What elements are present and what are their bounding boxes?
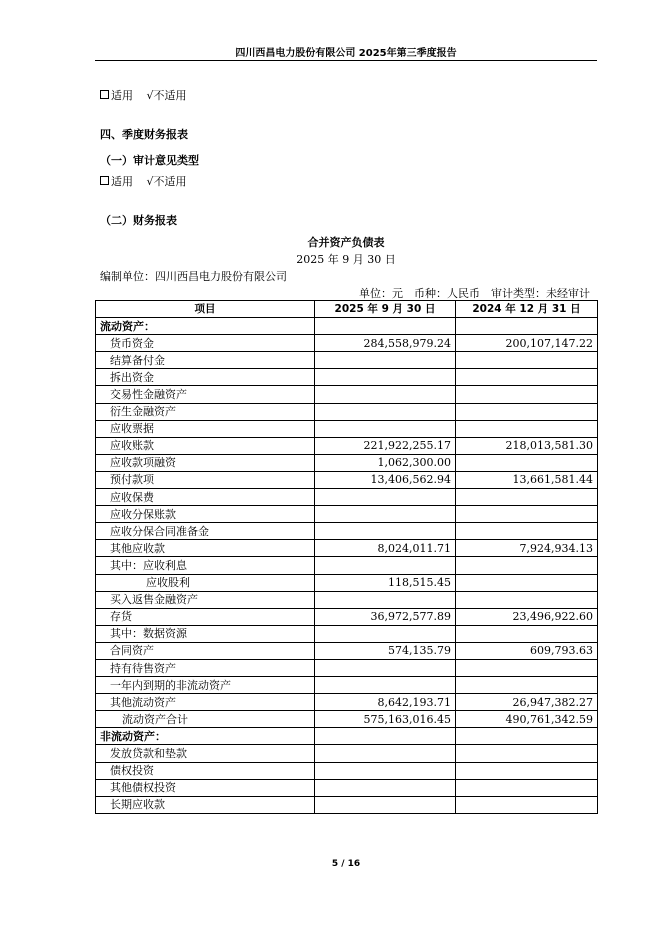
table-row <box>96 608 598 625</box>
table-row <box>96 659 598 676</box>
applicability-line-1 <box>100 87 187 103</box>
value-current: 36,972,577.89 <box>315 608 456 625</box>
row-label: 其中：数据资源 <box>96 625 315 642</box>
table-row <box>96 642 598 659</box>
table-row <box>96 625 598 642</box>
value-current: 221,922,255.17 <box>315 437 456 454</box>
value-prior: 200,107,147.22 <box>456 335 598 352</box>
value-prior: 26,947,382.27 <box>456 694 598 711</box>
value-current <box>315 403 456 420</box>
value-prior <box>456 454 598 471</box>
value-prior <box>456 677 598 694</box>
row-label: 应收分保合同准备金 <box>96 523 315 540</box>
value-current: 8,642,193.71 <box>315 694 456 711</box>
value-prior <box>456 659 598 676</box>
row-label: 流动资产合计 <box>96 711 315 728</box>
row-label: 应收分保账款 <box>96 506 315 523</box>
checkbox-icon <box>100 176 109 185</box>
table-row <box>96 540 598 557</box>
table-row <box>96 489 598 506</box>
row-label: 流动资产： <box>96 318 315 335</box>
column-header-current: 2025 年 9 月 30 日 <box>315 301 456 318</box>
value-current <box>315 659 456 676</box>
value-prior: 23,496,922.60 <box>456 608 598 625</box>
value-current <box>315 762 456 779</box>
row-label: 非流动资产： <box>96 728 315 745</box>
table-row <box>96 471 598 488</box>
value-prior <box>456 369 598 386</box>
table-row <box>96 506 598 523</box>
option-not-applicable: 不适用 <box>153 89 187 102</box>
value-current <box>315 386 456 403</box>
table-row <box>96 454 598 471</box>
table-row <box>96 420 598 437</box>
value-prior <box>456 523 598 540</box>
value-prior <box>456 762 598 779</box>
row-label: 应收票据 <box>96 420 315 437</box>
row-label: 货币资金 <box>96 335 315 352</box>
row-label: 应收保费 <box>96 489 315 506</box>
value-current <box>315 591 456 608</box>
row-label: 买入返售金融资产 <box>96 591 315 608</box>
row-label: 交易性金融资产 <box>96 386 315 403</box>
row-label: 应收款项融资 <box>96 454 315 471</box>
table-row <box>96 762 598 779</box>
table-row <box>96 386 598 403</box>
value-current <box>315 318 456 335</box>
statement-title: 合并资产负债表 <box>307 236 385 249</box>
row-label: 债权投资 <box>96 762 315 779</box>
row-label: 其他应收款 <box>96 540 315 557</box>
value-prior <box>456 728 598 745</box>
value-prior <box>456 386 598 403</box>
value-prior <box>456 591 598 608</box>
check-mark-icon: √ <box>146 89 154 102</box>
page-header: 四川西昌电力股份有限公司 2025年第三季度报告 <box>235 48 457 59</box>
value-current <box>315 352 456 369</box>
row-label: 拆出资金 <box>96 369 315 386</box>
row-label: 其他流动资产 <box>96 694 315 711</box>
value-prior <box>456 489 598 506</box>
audit-opinion-title: （一）审计意见类型 <box>100 154 199 167</box>
value-current <box>315 369 456 386</box>
row-label: 其中：应收利息 <box>96 557 315 574</box>
table-row <box>96 711 598 728</box>
table-row <box>96 591 598 608</box>
row-label: 应收账款 <box>96 437 315 454</box>
header-divider <box>95 60 597 61</box>
table-row <box>96 437 598 454</box>
value-current: 13,406,562.94 <box>315 471 456 488</box>
table-row <box>96 352 598 369</box>
value-prior: 7,924,934.13 <box>456 540 598 557</box>
row-label: 预付款项 <box>96 471 315 488</box>
row-label: 发放贷款和垫款 <box>96 745 315 762</box>
applicability-line-2 <box>100 173 187 189</box>
value-prior: 218,013,581.30 <box>456 437 598 454</box>
option-applicable: 适用 <box>111 89 133 102</box>
value-prior <box>456 557 598 574</box>
table-row <box>96 403 598 420</box>
value-prior <box>456 318 598 335</box>
row-label: 存货 <box>96 608 315 625</box>
value-current <box>315 625 456 642</box>
value-prior <box>456 625 598 642</box>
check-mark-icon: √ <box>146 175 154 188</box>
row-label: 合同资产 <box>96 642 315 659</box>
option-not-applicable: 不适用 <box>153 175 187 188</box>
value-prior <box>456 779 598 796</box>
page-number: 5 / 16 <box>331 859 361 869</box>
column-header-prior: 2024 年 12 月 31 日 <box>456 301 598 318</box>
row-label: 其他债权投资 <box>96 779 315 796</box>
value-current <box>315 506 456 523</box>
row-label: 衍生金融资产 <box>96 403 315 420</box>
value-prior: 490,761,342.59 <box>456 711 598 728</box>
statement-date: 2025 年 9 月 30 日 <box>296 253 396 266</box>
value-current <box>315 420 456 437</box>
value-current <box>315 523 456 540</box>
value-current: 574,135.79 <box>315 642 456 659</box>
value-current <box>315 779 456 796</box>
table-row <box>96 574 598 591</box>
value-prior <box>456 574 598 591</box>
value-current: 1,062,300.00 <box>315 454 456 471</box>
table-row <box>96 318 598 335</box>
value-prior: 13,661,581.44 <box>456 471 598 488</box>
column-header-item: 项目 <box>96 301 315 318</box>
option-applicable: 适用 <box>111 175 133 188</box>
table-row <box>96 779 598 796</box>
value-current <box>315 728 456 745</box>
value-prior <box>456 420 598 437</box>
value-prior <box>456 745 598 762</box>
table-row <box>96 335 598 352</box>
value-prior <box>456 403 598 420</box>
value-current <box>315 557 456 574</box>
table-row <box>96 677 598 694</box>
value-prior <box>456 796 598 813</box>
value-current: 8,024,011.71 <box>315 540 456 557</box>
row-label: 一年内到期的非流动资产 <box>96 677 315 694</box>
value-prior: 609,793.63 <box>456 642 598 659</box>
table-row <box>96 694 598 711</box>
value-current: 575,163,016.45 <box>315 711 456 728</box>
value-current: 284,558,979.24 <box>315 335 456 352</box>
row-label: 应收股利 <box>96 574 315 591</box>
table-row <box>96 745 598 762</box>
value-current <box>315 489 456 506</box>
table-row <box>96 557 598 574</box>
table-row <box>96 728 598 745</box>
table-header-row <box>96 301 598 318</box>
balance-sheet-table <box>95 300 598 814</box>
value-prior <box>456 506 598 523</box>
section-four-title: 四、季度财务报表 <box>100 128 188 141</box>
value-current <box>315 677 456 694</box>
checkbox-icon <box>100 90 109 99</box>
preparer-line: 编制单位：四川西昌电力股份有限公司 <box>100 270 287 283</box>
value-current <box>315 745 456 762</box>
table-row <box>96 796 598 813</box>
value-prior <box>456 352 598 369</box>
row-label: 结算备付金 <box>96 352 315 369</box>
table-row <box>96 369 598 386</box>
table-row <box>96 523 598 540</box>
financial-statements-title: （二）财务报表 <box>100 214 177 227</box>
row-label: 持有待售资产 <box>96 659 315 676</box>
value-current <box>315 796 456 813</box>
units-line: 单位：元 币种：人民币 审计类型：未经审计 <box>359 287 590 300</box>
value-current: 118,515.45 <box>315 574 456 591</box>
row-label: 长期应收款 <box>96 796 315 813</box>
